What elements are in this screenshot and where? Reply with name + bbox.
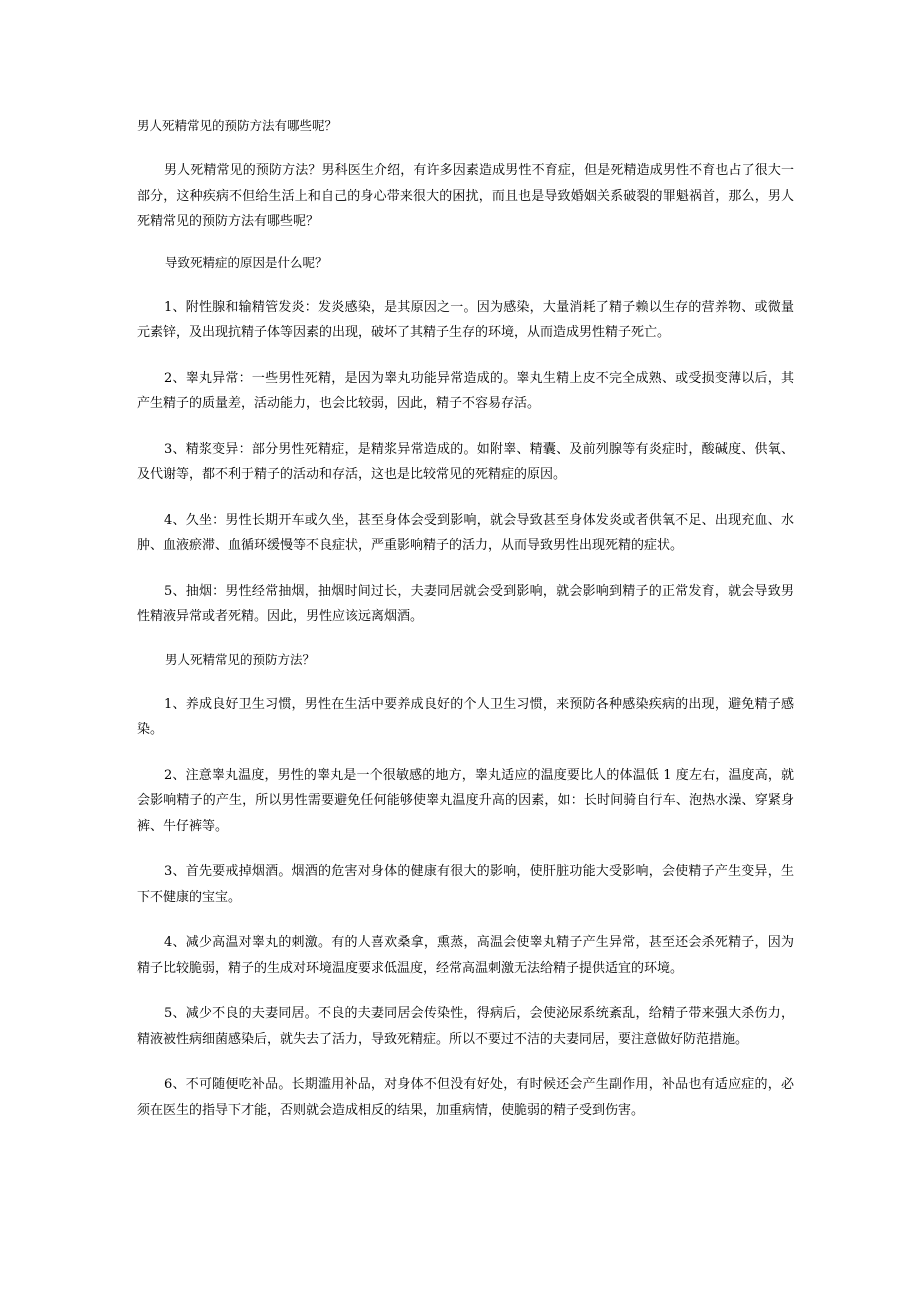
causes-heading: 导致死精症的原因是什么呢？ bbox=[165, 254, 328, 270]
cause-item: 1、附性腺和输精管发炎：发炎感染，是其原因之一。因为感染，大量消耗了精子赖以生存的营养物、或微量元素锌，及出现抗精子体等因素的出现，破坏了其精子生存的环境，从而造成男性精子死亡。 bbox=[137, 299, 794, 340]
cause-item: 2、睾丸异常：一些男性死精，是因为睾丸功能异常造成的。睾丸生精上皮不完全成熟、或受损变薄以后，其产生精子的质量差，活动能力，也会比较弱，因此，精子不容易存活。 bbox=[137, 370, 794, 411]
prevention-item: 1、养成良好卫生习惯，男性在生活中要养成良好的个人卫生习惯，来预防各种感染疾病的出现，避免精子感染。 bbox=[137, 696, 794, 737]
document-title: 男人死精常见的预防方法有哪些呢？ bbox=[137, 118, 338, 133]
document-body bbox=[137, 116, 794, 1143]
cause-item: 4、久坐：男性长期开车或久坐，甚至身体会受到影响，就会导致甚至身体发炎或者供氧不足、出现充血、水肿、血液瘀滞、血循环缓慢等不良症状，严重影响精子的活力，从而导致男性出现死精的症状。 bbox=[137, 512, 794, 553]
intro-paragraph: 男人死精常见的预防方法？男科医生介绍，有许多因素造成男性不育症，但是死精造成男性不育也占了很大一部分，这种疾病不但给生活上和自己的身心带来很大的困扰，而且也是导致婚姻关系破裂的罪魁祸首，那么，男人死精常见的预防方法有哪些呢？ bbox=[137, 163, 794, 229]
prevention-item: 3、首先要戒掉烟酒。烟酒的危害对身体的健康有很大的影响，使肝脏功能大受影响，会使精子产生变异，生下不健康的宝宝。 bbox=[137, 864, 794, 905]
cause-item: 3、精浆变异：部分男性死精症，是精浆异常造成的。如附睾、精囊、及前列腺等有炎症时，酸碱度、供氧、及代谢等，都不利于精子的活动和存活，这也是比较常见的死精症的原因。 bbox=[137, 441, 794, 482]
prevention-heading: 男人死精常见的预防方法？ bbox=[165, 651, 316, 667]
prevention-item: 6、不可随便吃补品。长期滥用补品，对身体不但没有好处，有时候还会产生副作用，补品也有适应症的，必须在医生的指导下才能，否则就会造成相反的结果，加重病情，使脆弱的精子受到伤害。 bbox=[137, 1077, 794, 1118]
prevention-item: 2、注意睾丸温度，男性的睾丸是一个很敏感的地方，睾丸适应的温度要比人的体温低 1 度左右，温度高，就会影响精子的产生，所以男性需要避免任何能够使睾丸温度升高的因素，如：长时间骑自行车、泡热水澡、穿紧身裤、牛仔裤等。 bbox=[137, 767, 794, 834]
prevention-item: 4、减少高温对睾丸的刺激。有的人喜欢桑拿，熏蒸，高温会使睾丸精子产生异常，甚至还会杀死精子，因为精子比较脆弱，精子的生成对环境温度要求低温度，经常高温刺激无法给精子提供适宜的环境。 bbox=[137, 935, 794, 976]
prevention-item: 5、减少不良的夫妻同居。不良的夫妻同居会传染性，得病后，会使泌尿系统紊乱，给精子带来强大杀伤力，精液被性病细菌感染后，就失去了活力，导致死精症。所以不要过不洁的夫妻同居，要注意做好防范措施。 bbox=[137, 1006, 794, 1047]
cause-item: 5、抽烟：男性经常抽烟，抽烟时间过长，夫妻同居就会受到影响，就会影响到精子的正常发育，就会导致男性精液异常或者死精。因此，男性应该远离烟酒。 bbox=[137, 583, 794, 624]
